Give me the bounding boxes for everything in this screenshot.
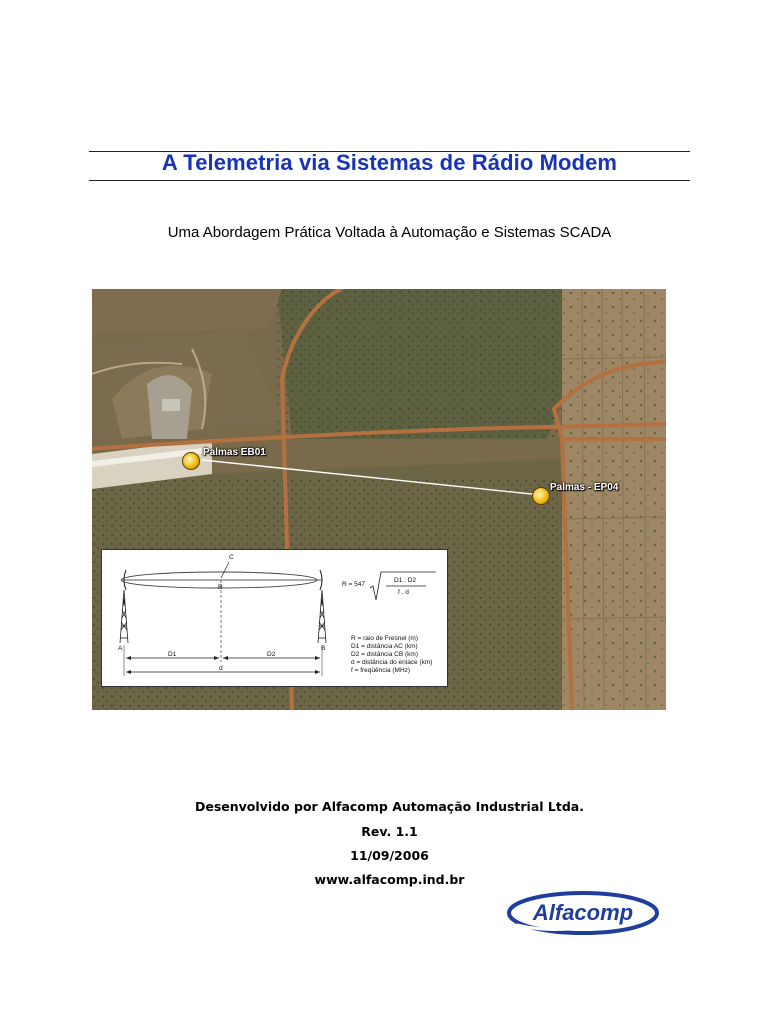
tower-b-label: B — [321, 645, 326, 652]
d2-label: D2 — [267, 651, 276, 658]
point-r-label: R — [218, 584, 223, 591]
website-line: www.alfacomp.ind.br — [314, 872, 465, 887]
marker-a-label: Palmas EB01 — [203, 447, 266, 458]
formula-denominator: f . d — [398, 589, 409, 596]
bottom-rule — [89, 180, 690, 181]
fresnel-diagram — [101, 549, 448, 687]
d1-label: D1 — [168, 651, 177, 658]
formula-numerator: D1 . D2 — [394, 577, 417, 584]
revision-line: Rev. 1.1 — [361, 824, 418, 839]
company-logo — [505, 889, 660, 937]
legend-line: R = raio de Fresnel (m) — [351, 635, 419, 642]
marker-b-icon — [532, 487, 550, 505]
satellite-image — [92, 289, 666, 710]
marker-b-label: Palmas - EP04 — [550, 482, 619, 493]
document-subtitle: Uma Abordagem Prática Voltada à Automação e Sistemas SCADA — [167, 224, 612, 241]
tower-a-label: A — [118, 645, 123, 652]
document-title: A Telemetria via Sistemas de Rádio Modem — [161, 150, 618, 175]
d-label: d — [219, 665, 223, 672]
legend-line: D2 = distância CB (km) — [351, 651, 419, 658]
logo-swoosh — [505, 889, 660, 937]
developer-line: Desenvolvido por Alfacomp Automação Industrial Ltda. — [194, 799, 584, 814]
point-c-label: C — [229, 554, 234, 561]
formula-lhs: R = 547 — [342, 581, 365, 588]
legend-line: d = distância do enlace (km) — [351, 659, 433, 666]
legend-line: D1 = distância AC (km) — [351, 643, 418, 650]
date-line: 11/09/2006 — [350, 848, 429, 863]
marker-a-icon — [182, 452, 200, 470]
logo-text: Alfacomp — [532, 900, 634, 925]
legend-line: f = freqüência (MHz) — [351, 667, 411, 674]
